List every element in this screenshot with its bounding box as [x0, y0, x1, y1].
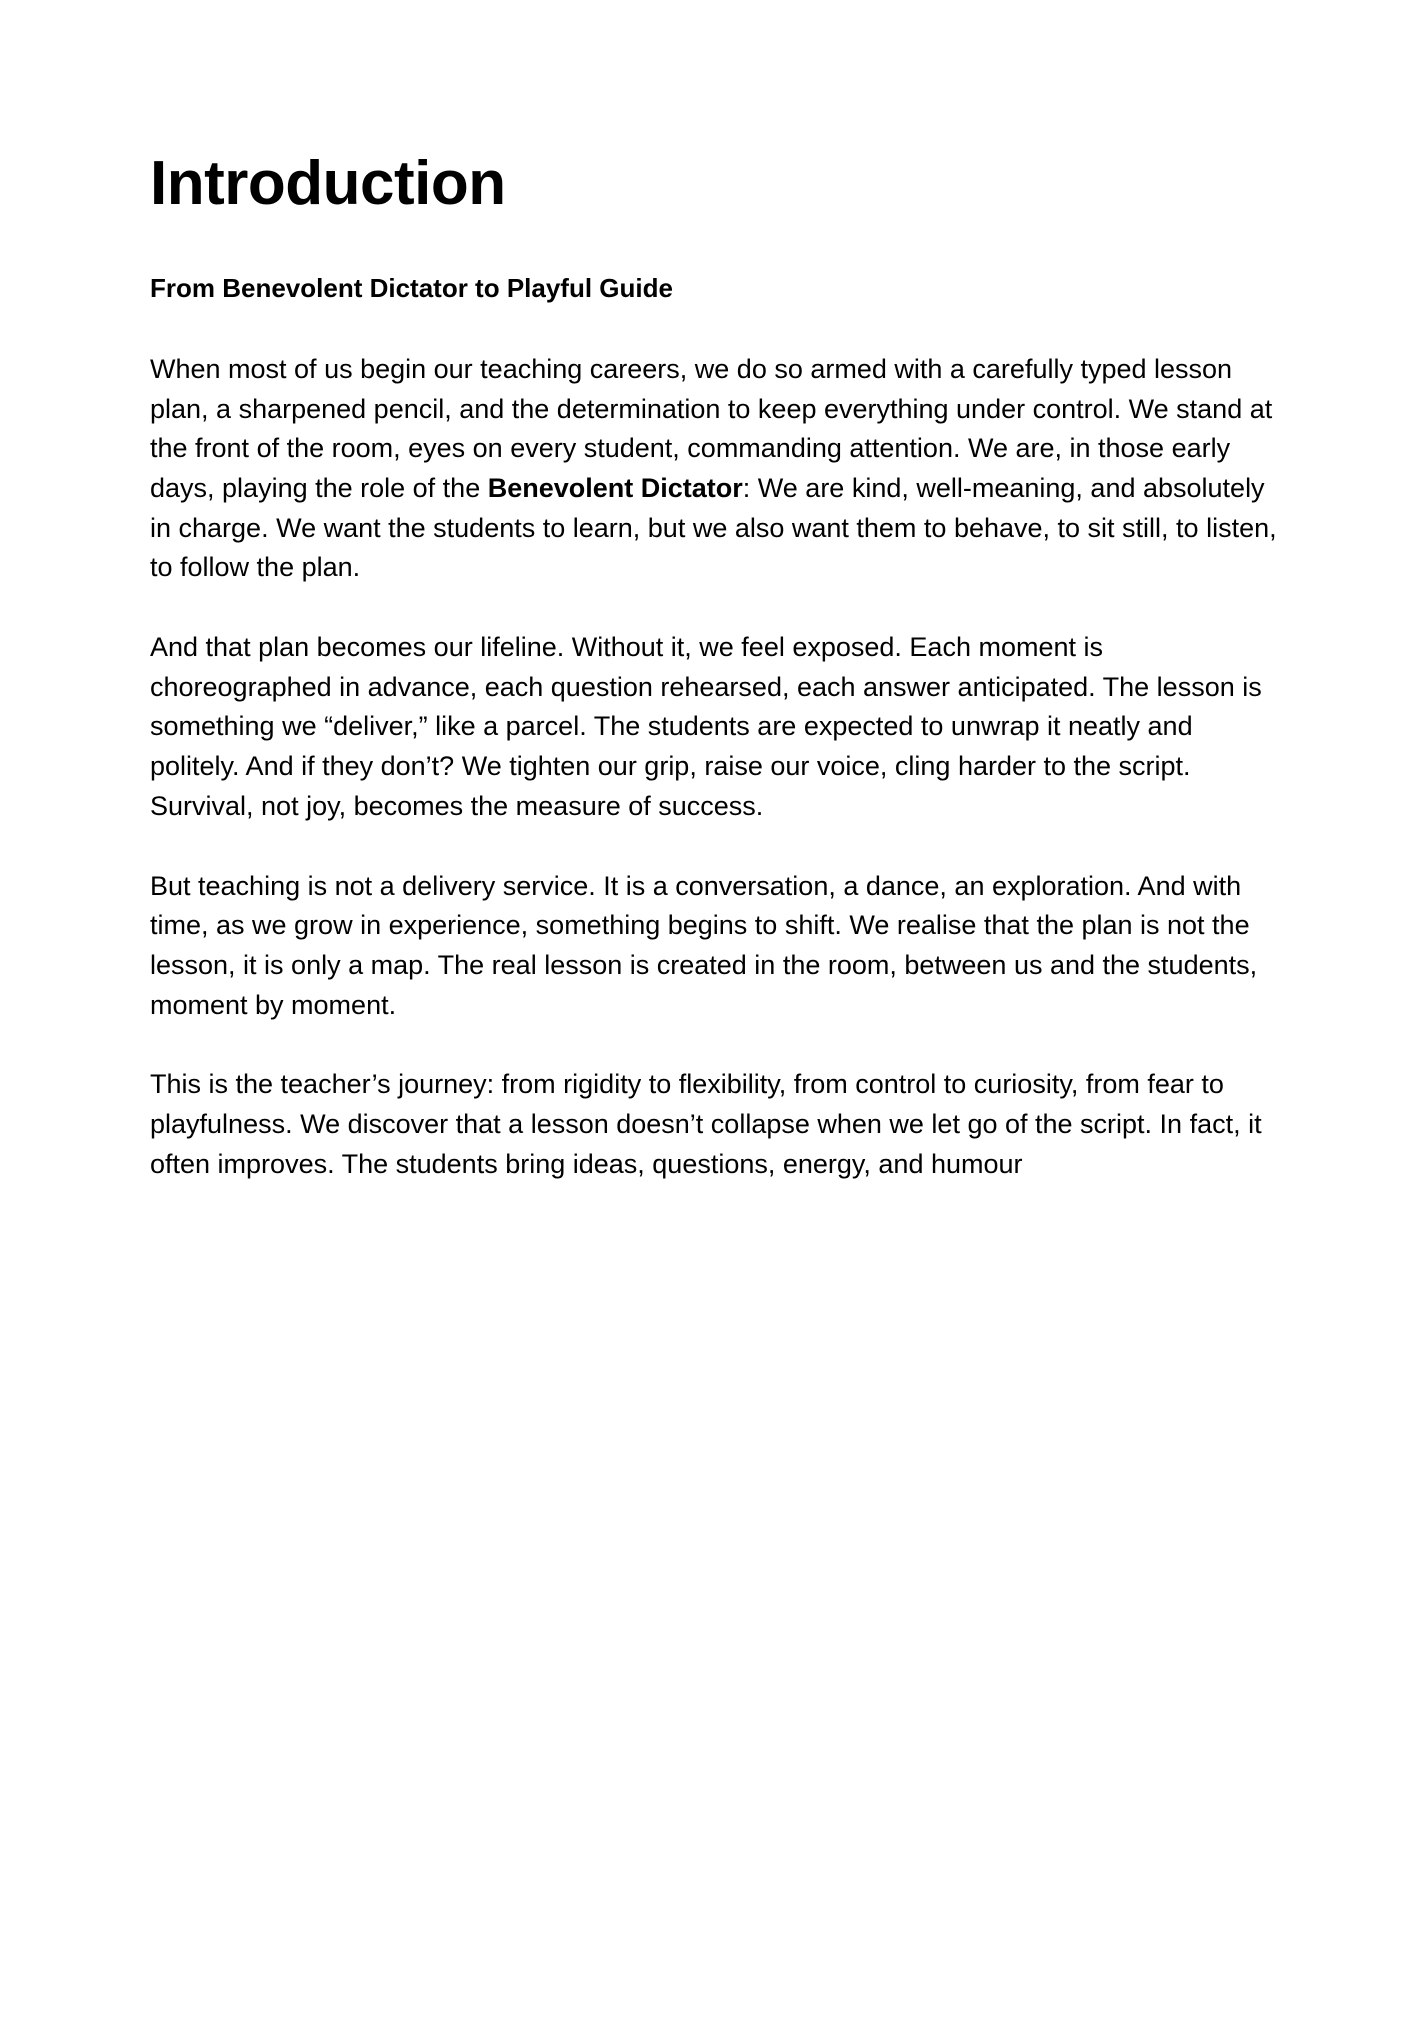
paragraph: And that plan becomes our lifeline. Without it, we feel exposed. Each moment is choreographed in advance, each question rehearsed, each answer anticipated. The lesson is something we “deliver,” like a parcel. The students are expected to unwrap it neatly and politely. And if they don’t? We tighten our grip, raise our voice, cling harder to the script. Survival, not joy, becomes the measure of success.: [150, 632, 1262, 821]
paragraph: When most of us begin our teaching careers, we do so armed with a carefully typed lesson plan, a sharpened pencil, and the determination to keep everything under control. We stand at the front of the room, eyes on every student, commanding attention. We are, in those early days, playing the role of the Benevolent Dictator: We are kind, well-meaning, and absolutely in charge. We want the students to learn, but we also want them to behave, to sit still, to listen, to follow the plan.: [150, 353, 1277, 583]
paragraph: But teaching is not a delivery service. It is a conversation, a dance, an exploration. And with time, as we grow in experience, something begins to shift. We realise that the plan is not the lesson, it is only a map. The real lesson is created in the room, between us and the students, moment by moment.: [150, 870, 1258, 1020]
section-subtitle: From Benevolent Dictator to Playful Guide: [150, 273, 673, 304]
paragraph: This is the teacher’s journey: from rigidity to flexibility, from control to curiosity, from fear to playfulness. We discover that a lesson doesn’t collapse when we let go of the script. In fact, it often improves. The students bring ideas, questions, energy, and humour: [150, 1069, 1262, 1179]
document-body: [150, 350, 1278, 1184]
page-title: Introduction: [150, 149, 506, 218]
